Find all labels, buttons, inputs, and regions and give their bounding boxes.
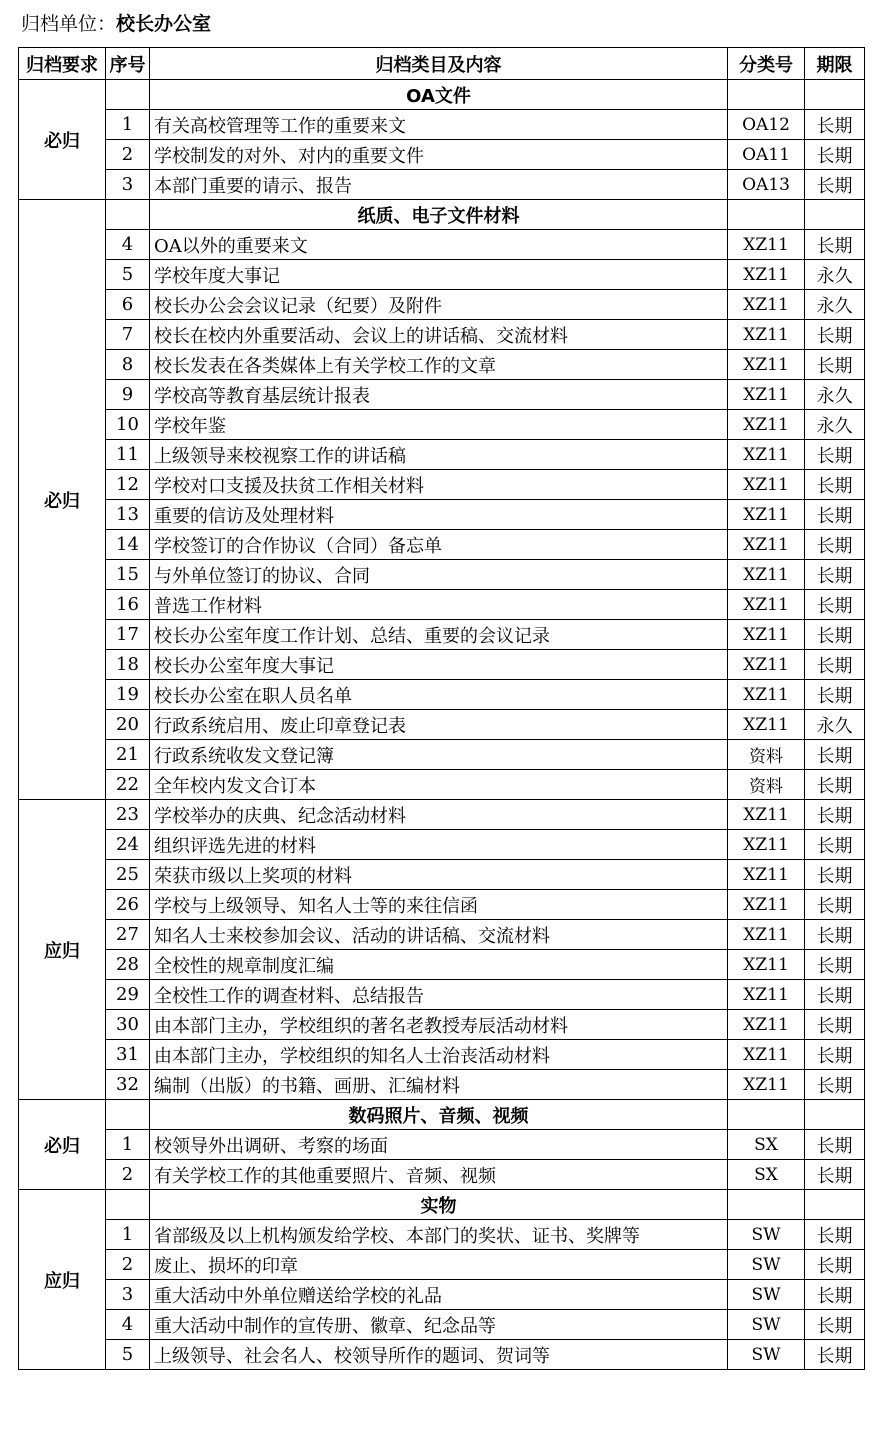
- empty-term-cell: [805, 1100, 865, 1130]
- table-row: [19, 1040, 865, 1070]
- archive-unit-label: 归档单位：: [21, 13, 117, 35]
- table-row: [19, 560, 865, 590]
- row-term: 长期: [805, 590, 865, 620]
- requirement-cell: 应归: [19, 1190, 106, 1370]
- row-content: 上级领导、社会名人、校领导所作的题词、贺词等: [150, 1340, 728, 1370]
- row-content: 重大活动中外单位赠送给学校的礼品: [150, 1280, 728, 1310]
- row-number: 8: [106, 350, 150, 380]
- row-content: 重要的信访及处理材料: [150, 500, 728, 530]
- table-row: [19, 380, 865, 410]
- row-code: XZ11: [728, 1010, 805, 1040]
- row-number: 6: [106, 290, 150, 320]
- row-content: 校长办公室年度大事记: [150, 650, 728, 680]
- row-number: 9: [106, 380, 150, 410]
- requirement-cell: 必归: [19, 200, 106, 800]
- section-row: [19, 80, 865, 110]
- row-number: 3: [106, 1280, 150, 1310]
- row-number: 10: [106, 410, 150, 440]
- row-content: 全校性工作的调查材料、总结报告: [150, 980, 728, 1010]
- row-code: XZ11: [728, 320, 805, 350]
- row-number: 23: [106, 800, 150, 830]
- row-code: XZ11: [728, 980, 805, 1010]
- row-number: 12: [106, 470, 150, 500]
- table-row: [19, 260, 865, 290]
- row-term: 长期: [805, 920, 865, 950]
- row-content: 学校举办的庆典、纪念活动材料: [150, 800, 728, 830]
- row-number: 22: [106, 770, 150, 800]
- row-number: 4: [106, 230, 150, 260]
- row-code: XZ11: [728, 470, 805, 500]
- row-number: 25: [106, 860, 150, 890]
- row-number: 2: [106, 1160, 150, 1190]
- table-row: [19, 890, 865, 920]
- row-number: 29: [106, 980, 150, 1010]
- row-content: 由本部门主办，学校组织的著名老教授寿辰活动材料: [150, 1010, 728, 1040]
- row-number: 1: [106, 1220, 150, 1250]
- table-row: [19, 710, 865, 740]
- row-term: 长期: [805, 890, 865, 920]
- row-term: 长期: [805, 440, 865, 470]
- row-number: 27: [106, 920, 150, 950]
- row-number: 4: [106, 1310, 150, 1340]
- row-content: 省部级及以上机构颁发给学校、本部门的奖状、证书、奖牌等: [150, 1220, 728, 1250]
- row-content: 校长办公会会议记录（纪要）及附件: [150, 290, 728, 320]
- row-code: OA13: [728, 170, 805, 200]
- header-code: 分类号: [728, 48, 805, 80]
- section-row: [19, 1190, 865, 1220]
- empty-term-cell: [805, 200, 865, 230]
- row-term: 长期: [805, 950, 865, 980]
- row-content: 学校与上级领导、知名人士等的来往信函: [150, 890, 728, 920]
- row-number: 5: [106, 260, 150, 290]
- table-row: [19, 290, 865, 320]
- row-content: 学校年度大事记: [150, 260, 728, 290]
- row-content: 本部门重要的请示、报告: [150, 170, 728, 200]
- row-number: 24: [106, 830, 150, 860]
- row-content: 知名人士来校参加会议、活动的讲话稿、交流材料: [150, 920, 728, 950]
- row-code: XZ11: [728, 650, 805, 680]
- table-row: [19, 1340, 865, 1370]
- row-number: 1: [106, 110, 150, 140]
- archive-unit-header: [21, 10, 211, 38]
- table-row: [19, 1070, 865, 1100]
- table-row: [19, 440, 865, 470]
- table-row: [19, 410, 865, 440]
- row-content: 上级领导来校视察工作的讲话稿: [150, 440, 728, 470]
- row-term: 永久: [805, 380, 865, 410]
- section-title: OA文件: [150, 80, 728, 110]
- row-code: 资料: [728, 770, 805, 800]
- row-number: 3: [106, 170, 150, 200]
- row-code: XZ11: [728, 290, 805, 320]
- row-code: XZ11: [728, 1040, 805, 1070]
- row-number: 2: [106, 140, 150, 170]
- row-term: 长期: [805, 860, 865, 890]
- empty-code-cell: [728, 80, 805, 110]
- empty-number-cell: [106, 1190, 150, 1220]
- row-content: 校长办公室年度工作计划、总结、重要的会议记录: [150, 620, 728, 650]
- table-row: [19, 1280, 865, 1310]
- row-code: XZ11: [728, 500, 805, 530]
- row-code: OA12: [728, 110, 805, 140]
- table-row: [19, 1250, 865, 1280]
- row-number: 11: [106, 440, 150, 470]
- row-term: 长期: [805, 350, 865, 380]
- row-number: 21: [106, 740, 150, 770]
- row-term: 长期: [805, 500, 865, 530]
- row-term: 长期: [805, 1040, 865, 1070]
- row-content: 废止、损坏的印章: [150, 1250, 728, 1280]
- empty-number-cell: [106, 80, 150, 110]
- row-term: 长期: [805, 470, 865, 500]
- row-term: 长期: [805, 830, 865, 860]
- empty-term-cell: [805, 80, 865, 110]
- row-number: 20: [106, 710, 150, 740]
- row-term: 长期: [805, 1130, 865, 1160]
- row-term: 长期: [805, 170, 865, 200]
- row-code: XZ11: [728, 230, 805, 260]
- row-content: 有关高校管理等工作的重要来文: [150, 110, 728, 140]
- section-row: [19, 1100, 865, 1130]
- table-row: [19, 980, 865, 1010]
- row-content: 荣获市级以上奖项的材料: [150, 860, 728, 890]
- row-code: XZ11: [728, 830, 805, 860]
- archive-unit-value: 校长办公室: [116, 13, 212, 35]
- header-number: 序号: [106, 48, 150, 80]
- row-content: 全校性的规章制度汇编: [150, 950, 728, 980]
- row-content: 学校签订的合作协议（合同）备忘单: [150, 530, 728, 560]
- row-number: 16: [106, 590, 150, 620]
- table-row: [19, 1310, 865, 1340]
- row-content: 全年校内发文合订本: [150, 770, 728, 800]
- table-row: [19, 860, 865, 890]
- row-term: 长期: [805, 1280, 865, 1310]
- row-term: 长期: [805, 980, 865, 1010]
- row-number: 17: [106, 620, 150, 650]
- table-row: [19, 1010, 865, 1040]
- row-code: XZ11: [728, 710, 805, 740]
- row-code: SX: [728, 1160, 805, 1190]
- row-number: 14: [106, 530, 150, 560]
- requirement-cell: 必归: [19, 1100, 106, 1190]
- row-content: 重大活动中制作的宣传册、徽章、纪念品等: [150, 1310, 728, 1340]
- archive-table: [18, 47, 865, 1370]
- row-term: 长期: [805, 140, 865, 170]
- table-row: [19, 140, 865, 170]
- row-code: XZ11: [728, 950, 805, 980]
- row-code: XZ11: [728, 680, 805, 710]
- row-code: XZ11: [728, 350, 805, 380]
- row-number: 2: [106, 1250, 150, 1280]
- row-content: 校长在校内外重要活动、会议上的讲话稿、交流材料: [150, 320, 728, 350]
- row-term: 长期: [805, 1220, 865, 1250]
- row-term: 长期: [805, 110, 865, 140]
- archive-table-body: [19, 48, 865, 1370]
- row-number: 5: [106, 1340, 150, 1370]
- row-content: 行政系统收发文登记簿: [150, 740, 728, 770]
- row-term: 长期: [805, 320, 865, 350]
- row-code: XZ11: [728, 920, 805, 950]
- row-term: 长期: [805, 680, 865, 710]
- row-number: 1: [106, 1130, 150, 1160]
- row-number: 7: [106, 320, 150, 350]
- row-content: 由本部门主办，学校组织的知名人士治丧活动材料: [150, 1040, 728, 1070]
- row-code: SW: [728, 1310, 805, 1340]
- row-term: 长期: [805, 1250, 865, 1280]
- table-row: [19, 920, 865, 950]
- table-row: [19, 770, 865, 800]
- row-code: XZ11: [728, 890, 805, 920]
- row-content: 编制（出版）的书籍、画册、汇编材料: [150, 1070, 728, 1100]
- table-row: [19, 230, 865, 260]
- row-number: 15: [106, 560, 150, 590]
- row-code: SX: [728, 1130, 805, 1160]
- row-term: 长期: [805, 1160, 865, 1190]
- row-term: 长期: [805, 1310, 865, 1340]
- table-row: [19, 950, 865, 980]
- empty-code-cell: [728, 1190, 805, 1220]
- row-term: 永久: [805, 290, 865, 320]
- empty-term-cell: [805, 1190, 865, 1220]
- empty-number-cell: [106, 1100, 150, 1130]
- row-code: SW: [728, 1340, 805, 1370]
- table-row: [19, 680, 865, 710]
- header-term: 期限: [805, 48, 865, 80]
- row-term: 长期: [805, 800, 865, 830]
- section-title: 数码照片、音频、视频: [150, 1100, 728, 1130]
- table-row: [19, 650, 865, 680]
- row-code: XZ11: [728, 560, 805, 590]
- row-content: OA以外的重要来文: [150, 230, 728, 260]
- row-term: 长期: [805, 560, 865, 590]
- table-row: [19, 470, 865, 500]
- row-number: 19: [106, 680, 150, 710]
- section-title: 纸质、电子文件材料: [150, 200, 728, 230]
- empty-code-cell: [728, 200, 805, 230]
- row-term: 长期: [805, 230, 865, 260]
- table-row: [19, 800, 865, 830]
- row-term: 长期: [805, 650, 865, 680]
- table-row: [19, 170, 865, 200]
- table-header-row: [19, 48, 865, 80]
- section-row: [19, 200, 865, 230]
- row-code: XZ11: [728, 440, 805, 470]
- empty-code-cell: [728, 1100, 805, 1130]
- row-term: 长期: [805, 530, 865, 560]
- row-term: 长期: [805, 1010, 865, 1040]
- row-number: 28: [106, 950, 150, 980]
- requirement-cell: 必归: [19, 80, 106, 200]
- row-number: 26: [106, 890, 150, 920]
- row-content: 校领导外出调研、考察的场面: [150, 1130, 728, 1160]
- table-row: [19, 320, 865, 350]
- row-term: 长期: [805, 1340, 865, 1370]
- row-content: 学校对口支援及扶贫工作相关材料: [150, 470, 728, 500]
- row-number: 13: [106, 500, 150, 530]
- empty-number-cell: [106, 200, 150, 230]
- table-row: [19, 620, 865, 650]
- row-code: OA11: [728, 140, 805, 170]
- row-code: XZ11: [728, 860, 805, 890]
- row-content: 学校年鉴: [150, 410, 728, 440]
- row-content: 校长发表在各类媒体上有关学校工作的文章: [150, 350, 728, 380]
- row-code: XZ11: [728, 1070, 805, 1100]
- row-content: 行政系统启用、废止印章登记表: [150, 710, 728, 740]
- row-content: 校长办公室在职人员名单: [150, 680, 728, 710]
- row-content: 学校制发的对外、对内的重要文件: [150, 140, 728, 170]
- row-code: SW: [728, 1280, 805, 1310]
- row-content: 学校高等教育基层统计报表: [150, 380, 728, 410]
- row-content: 组织评选先进的材料: [150, 830, 728, 860]
- header-requirement: 归档要求: [19, 48, 106, 80]
- row-number: 31: [106, 1040, 150, 1070]
- table-row: [19, 1160, 865, 1190]
- table-row: [19, 590, 865, 620]
- section-title: 实物: [150, 1190, 728, 1220]
- header-content: 归档类目及内容: [150, 48, 728, 80]
- row-term: 永久: [805, 710, 865, 740]
- row-term: 长期: [805, 620, 865, 650]
- row-term: 长期: [805, 1070, 865, 1100]
- row-code: XZ11: [728, 800, 805, 830]
- row-number: 32: [106, 1070, 150, 1100]
- table-row: [19, 830, 865, 860]
- row-term: 永久: [805, 410, 865, 440]
- table-row: [19, 740, 865, 770]
- row-code: XZ11: [728, 620, 805, 650]
- table-row: [19, 110, 865, 140]
- table-row: [19, 1220, 865, 1250]
- table-row: [19, 530, 865, 560]
- row-content: 有关学校工作的其他重要照片、音频、视频: [150, 1160, 728, 1190]
- row-code: XZ11: [728, 260, 805, 290]
- row-term: 永久: [805, 260, 865, 290]
- row-term: 长期: [805, 740, 865, 770]
- row-number: 18: [106, 650, 150, 680]
- row-content: 普选工作材料: [150, 590, 728, 620]
- row-number: 30: [106, 1010, 150, 1040]
- row-content: 与外单位签订的协议、合同: [150, 560, 728, 590]
- row-code: XZ11: [728, 530, 805, 560]
- row-code: 资料: [728, 740, 805, 770]
- row-code: XZ11: [728, 380, 805, 410]
- row-code: XZ11: [728, 410, 805, 440]
- row-term: 长期: [805, 770, 865, 800]
- row-code: SW: [728, 1250, 805, 1280]
- requirement-cell: 应归: [19, 800, 106, 1100]
- row-code: SW: [728, 1220, 805, 1250]
- row-code: XZ11: [728, 590, 805, 620]
- table-row: [19, 500, 865, 530]
- table-row: [19, 350, 865, 380]
- table-row: [19, 1130, 865, 1160]
